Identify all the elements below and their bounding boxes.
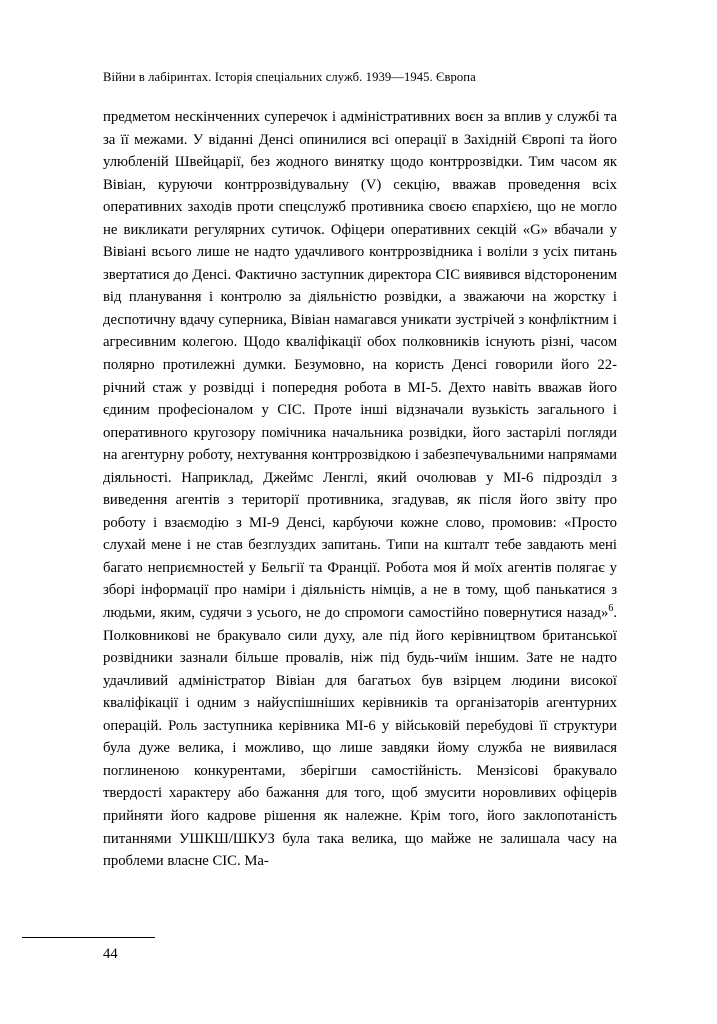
page-number: 44 bbox=[103, 946, 118, 962]
body-paragraph-part-2: . Полковникові не бракувало сили духу, але під його керівництвом британської розвідники зазнали більше провалів, ніж під будь-чиїм іншим. Зате не надто удачливий адміністратор Вівіан для багатьох був взірцем людини високої кваліфікації і одним з найуспішніших керівників та організаторів агентурних операцій. Роль заступника керівника МІ-6 у військовій перебудові її структури була дуже велика, і можливо, що лише завдяки йому служба не виявилася поглиненою конкурентами, зберігши самостійність. Мензісові бракувало твердості характеру або бажання для того, щоб змусити норовливих офіцерів прийняти його кадрове рішення як належне. Крім того, його заклопотаність питаннями УШКШ/ШКУЗ була така велика, що майже не залишала часу на проблеми власне СІС. Ма- bbox=[103, 605, 617, 870]
body-paragraph bbox=[103, 106, 617, 873]
footer-divider-rule bbox=[22, 937, 155, 938]
body-paragraph-part-1: предметом нескінченних суперечок і адміністративних воєн за вплив у службі та за її межами. У віданні Денсі опинилися всі операції в Західній Європі та його улюбленій Швейцарії, без жодного винятку щодо контррозвідки. Тим часом як Вівіан, куруючи контррозвідувальну (V) секцію, вважав проведення всіх оперативних заходів проти спецслужб противника своєю єпархією, що не могло не викликати регулярних сутичок. Офіцери оперативних секцій «G» вбачали у Вівіані всього лише не надто удачливого контррозвідника і воліли з усіх питань звертатися до Денсі. Фактично заступник директора СІС виявився відстороненим від планування і контролю за діяльністю розвідки, а зважаючи на жорстку і деспотичну вдачу суперника, Вівіан намагався уникати зустрічей з конфліктним і агресивним колегою. Щодо кваліфікації обох полковників існують різні, часом полярно протилежні думки. Безумовно, на користь Денсі говорили його 22-річний стаж у розвідці і попередня робота в МІ-5. Дехто навіть вважав його єдиним професіоналом у СІС. Проте інші відзначали вузькість загального і оперативного кругозору помічника начальника розвідки, його застарілі погляди на агентурну роботу, нехтування контррозвідкою і забезпечувальними напрямами діяльності. Наприклад, Джеймс Ленглі, який очолював у МІ-6 підрозділ з виведення агентів з території противника, згадував, як після його звіту про роботу і взаємодію з МІ-9 Денсі, карбуючи кожне слово, промовив: «Просто слухай мене і не став безглуздих запитань. Типи на кшталт тебе завдають мені багато неприємностей у Бельгії та Франції. Робота моя й моїх агентів полягає у зборі інформації про наміри і діяльність німців, а не в тому, щоб панькатися з людьми, яким, судячи з усього, не до спромоги самостійно повернутися назад» bbox=[103, 109, 617, 622]
body-text-block bbox=[103, 106, 617, 873]
running-head: Війни в лабіринтах. Історія спеціальних служб. 1939—1945. Європа bbox=[103, 70, 476, 84]
footnote-reference-marker: 6 bbox=[608, 603, 614, 615]
